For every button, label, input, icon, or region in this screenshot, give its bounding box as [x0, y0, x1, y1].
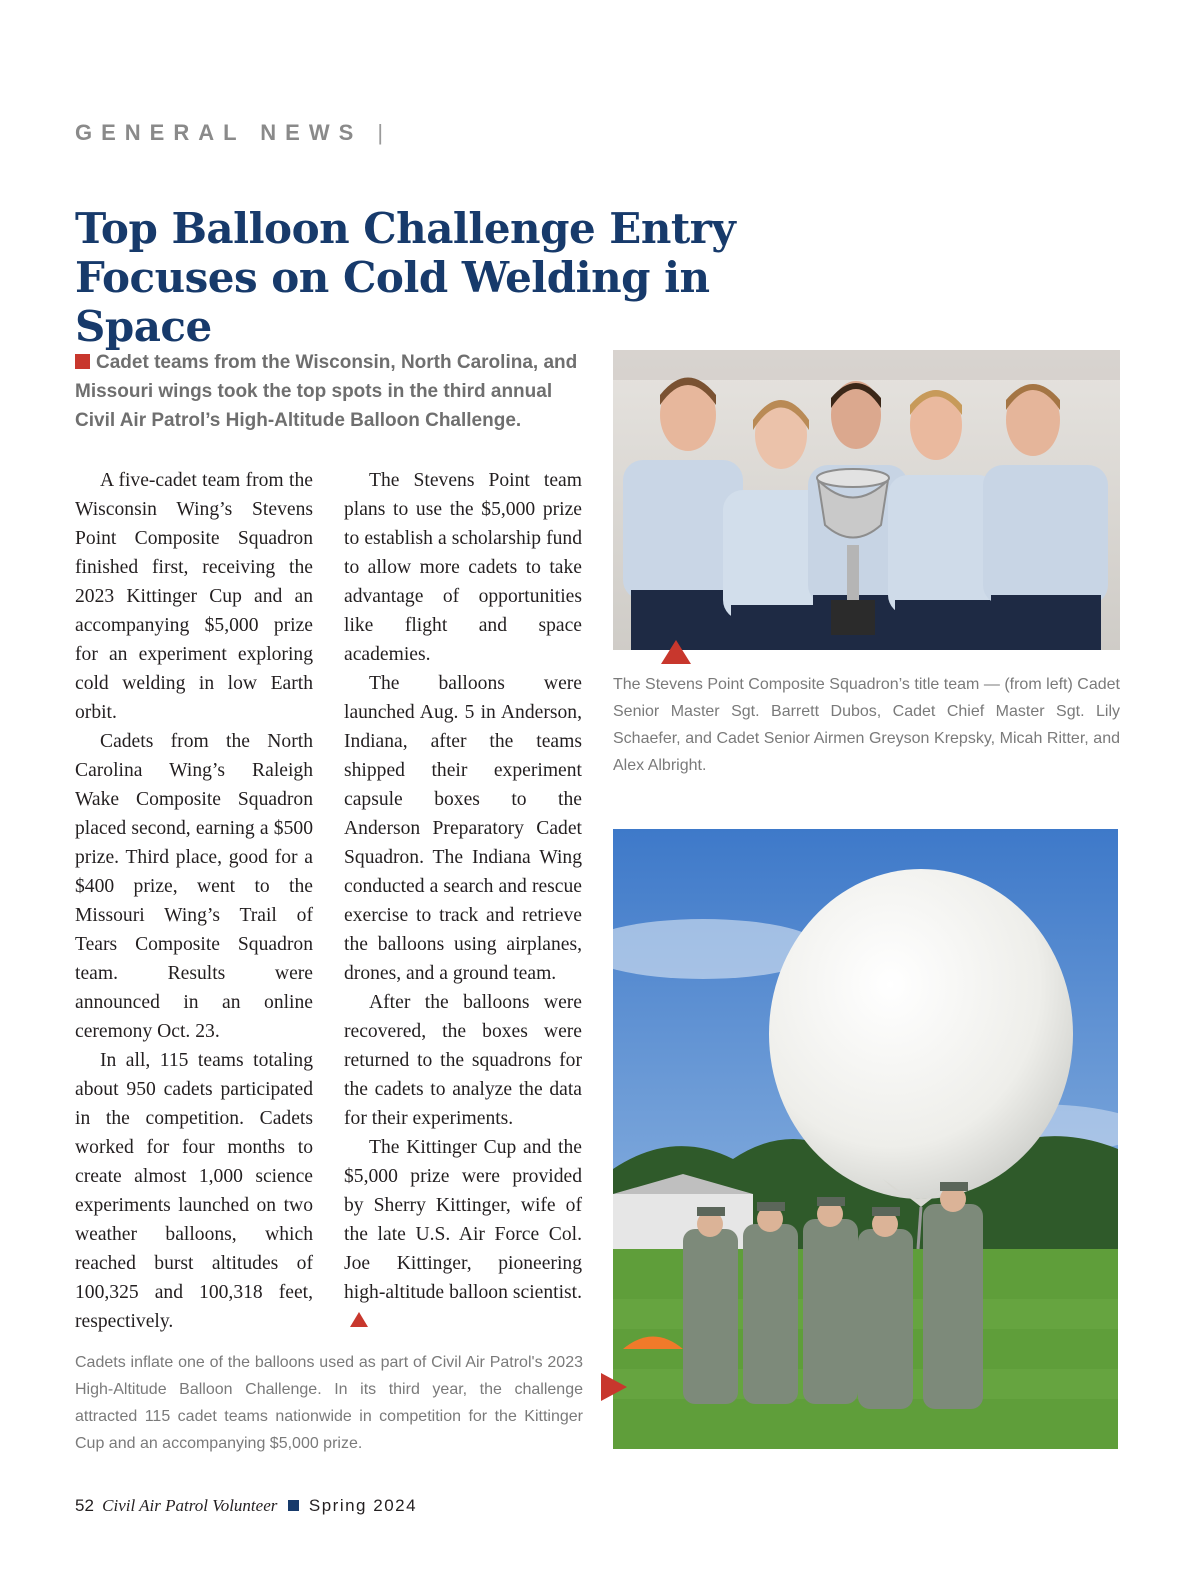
end-mark-icon: [350, 1312, 368, 1327]
balloon-photo-caption: Cadets inflate one of the balloons used as part of Civil Air Patrol's 2023 High-Altitude Balloon Challenge. In its third year, the challenge attracted 115 cadet teams nationwide in competition for the Kittinger Cup and an accompanying $5,000 prize.: [75, 1354, 583, 1452]
balloon-photo: [613, 829, 1118, 1449]
paragraph-text: The Kittinger Cup and the $5,000 prize were provided by Sherry Kittinger, wife of the late U.S. Air Force Col. Joe Kittinger, pioneering high-altitude balloon scientist.: [344, 1137, 582, 1303]
section-label-text: GENERAL NEWS: [75, 120, 363, 145]
section-divider: |: [377, 120, 384, 145]
body-column-1: [75, 466, 313, 1336]
paragraph: The balloons were launched Aug. 5 in Anderson, Indiana, after the teams shipped their experiment capsule boxes to the Anderson Preparatory Cadet Squadron. The Indiana Wing conducted a search and rescue exercise to track and retrieve the balloons using airplanes, drones, and a ground team.: [344, 673, 582, 984]
paragraph: In all, 115 teams totaling about 950 cadets participated in the competition. Cadets worked for four months to create almost 1,000 science experiments launched on two weather balloons, which reached burst altitudes of 100,325 and 100,318 feet, respectively.: [75, 1050, 313, 1332]
balloon-photo-marker-icon: [601, 1373, 627, 1401]
paragraph-last: [344, 1133, 582, 1336]
team-photo-illustration: [613, 350, 1120, 650]
page-number: 52: [75, 1496, 94, 1515]
blue-square-icon: [288, 1500, 299, 1511]
headline-line2: Focuses on Cold Welding in Space: [75, 253, 710, 351]
magazine-title: Civil Air Patrol Volunteer: [102, 1496, 278, 1515]
paragraph: A five-cadet team from the Wisconsin Wing’s Stevens Point Composite Squadron finished first, receiving the 2023 Kittinger Cup and an accompanying $5,000 prize for an experiment exploring cold welding in low Earth orbit.: [75, 470, 313, 723]
headline-line1: Top Balloon Challenge Entry: [75, 204, 736, 253]
team-photo-caption: The Stevens Point Composite Squadron’s title team — (from left) Cadet Senior Master Sgt. Barrett Dubos, Cadet Chief Master Sgt. Lily Schaefer, and Cadet Senior Airmen Greyson Krepsky, Micah Ritter, and Alex Albright.: [613, 676, 1120, 774]
section-label: [75, 120, 383, 146]
paragraph: After the balloons were recovered, the boxes were returned to the squadrons for the cadets to analyze the data for their experiments.: [344, 992, 582, 1129]
body-column-2: [344, 466, 582, 1336]
headline: [75, 204, 835, 351]
paragraph: Cadets from the North Carolina Wing’s Raleigh Wake Composite Squadron placed second, earning a $500 prize. Third place, good for a $400 prize, went to the Missouri Wing’s Trail of Tears Composite Squadron team. Results were announced in an online ceremony Oct. 23.: [75, 731, 313, 1042]
issue-date: Spring 2024: [308, 1496, 418, 1515]
deck: [75, 348, 585, 435]
team-photo: [613, 350, 1120, 650]
paragraph: The Stevens Point team plans to use the $5,000 prize to establish a scholarship fund to allow more cadets to take advantage of opportunities like flight and space academies.: [344, 470, 582, 665]
page-footer: [75, 1496, 417, 1516]
red-square-icon: [75, 354, 90, 369]
team-photo-marker-icon: [661, 640, 691, 664]
deck-text: Cadet teams from the Wisconsin, North Carolina, and Missouri wings took the top spots in the third annual Civil Air Patrol’s High-Altitude Balloon Challenge.: [75, 352, 578, 431]
balloon-photo-illustration: [613, 829, 1118, 1449]
